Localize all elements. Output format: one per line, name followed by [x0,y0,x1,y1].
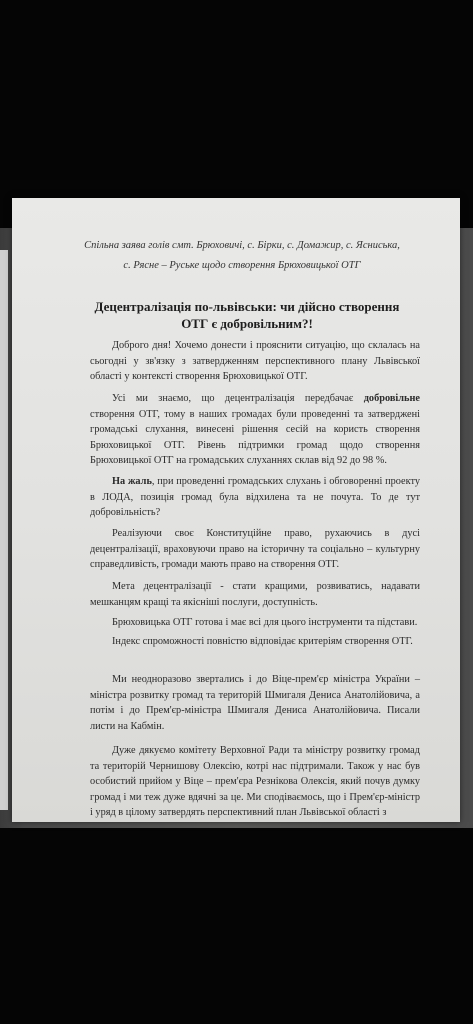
document-page [12,198,460,822]
paragraph-3-rest: , при проведенні громадських слухань і обговоренні проекту в ЛОДА, позиція громад була відхилена та не почута. То де тут добровільність? [90,476,420,519]
paragraph-3 [90,474,420,521]
document-header [52,236,432,276]
paragraph-7: Індекс спроможності повністю відповідає критеріям створення ОТГ. [112,636,413,647]
header-line-2: с. Рясне – Руське щодо створення Брюховицької ОТГ [123,260,361,271]
paragraph-2-bold: добровільне [363,393,420,404]
adjacent-sheet-edge [0,250,8,810]
paragraph-2-start: Усі ми знаємо, що децентралізація передбачає [112,393,364,404]
paragraph-2 [90,391,420,469]
paragraph-9: Дуже дякуємо комітету Верховної Ради та міністру розвитку громад та територій Чернишову Олексію, котрі нас підтримали. Також у нас був особистий прийом у Віце – прем'єра Резнікова Олексія, який почув думку громад і ми теж дуже вдячні за це. Ми сподіваємось, що і Прем'єр-міністр і уряд в цілому затвердять перспективний план Львівської області з [90,745,420,819]
header-line-1: Спільна заява голів смт. Брюховичі, с. Бірки, с. Домажир, с. Ясниська, [84,240,400,251]
paragraph-5: Мета децентралізації - стати кращими, розвиватись, надавати мешканцям кращі та якісніші послуги, доступність. [90,581,420,608]
paragraph-2-end: створення ОТГ, тому в наших громадах були проведенні та затверджені громадські слухання, винесені рішення сесій на користь створення Брюховицької ОТГ. Рівень підтримки громад щодо створення Брюховицької ОТГ на громадських слуханнях склав від 92 до 98 %. [90,408,420,467]
paragraph-6: Брюховицька ОТГ готова і має всі для цього інструменти та підстави. [112,617,418,628]
paragraph-1: Доброго дня! Хочемо донести і прояснити ситуацію, що склалась на сьогодні у зв'язку з затвердженням перспективного плану Львівської області у контексті створення Брюховицької ОТГ. [90,340,420,383]
document-title: Децентралізація по-львівськи: чи дійсно створення ОТГ є добровільним?! [94,299,400,331]
paragraph-3-bold: На жаль [112,476,152,487]
paragraph-8: Ми неодноразово звертались і до Віце-прем'єр міністра України – міністра розвитку громад та територій Шмигаля Дениса Анатолійовича, а потім і до Прем'єр-міністра Шмигаля Дениса Анатолійовича. Писали листи на Кабмін. [90,674,420,732]
paragraph-4: Реалізуючи своє Конституційне право, рухаючись в дусі децентралізації, враховуючи право на історичну та соціально – культурну справедливість, громади мають право на створення ОТГ. [90,528,420,571]
